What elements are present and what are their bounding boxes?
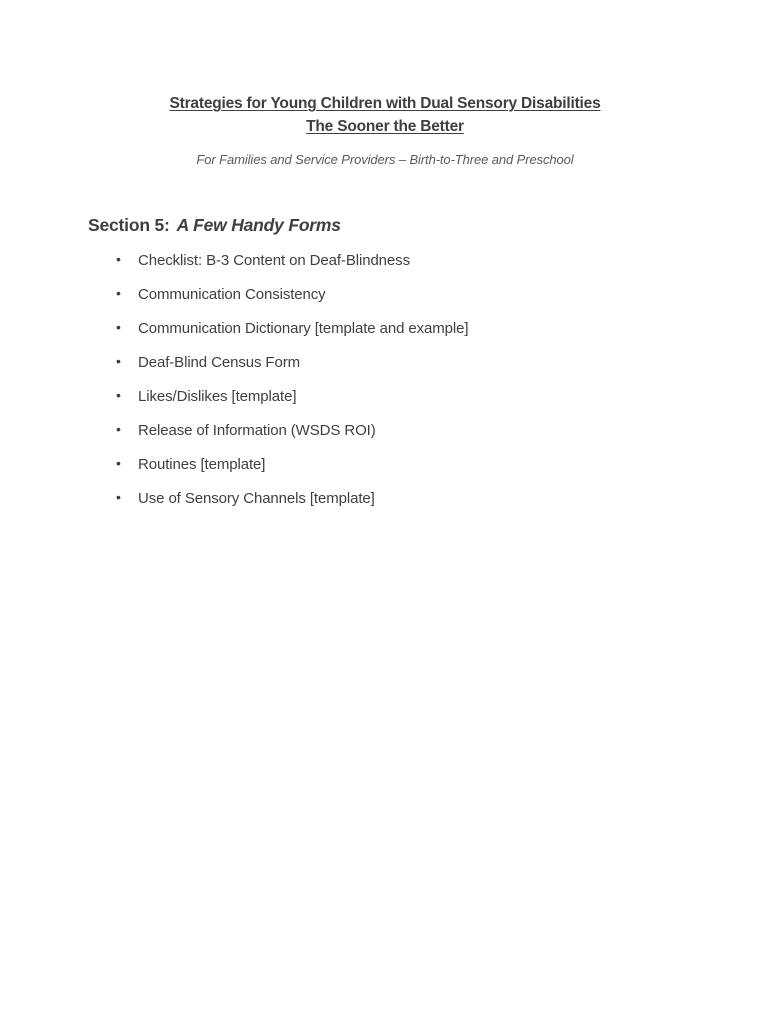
bullet-icon: • [116, 285, 121, 301]
list-item [0, 321, 770, 336]
document-subtitle: For Families and Service Providers – Birth-to-Three and Preschool [196, 152, 574, 167]
list-item [0, 423, 770, 438]
list-item [0, 253, 770, 268]
section-heading [88, 215, 770, 236]
document-header [0, 0, 770, 168]
list-item [0, 287, 770, 302]
section-name: A Few Handy Forms [176, 215, 341, 235]
document-title-line-2: The Sooner the Better [306, 118, 464, 135]
list-item-text: Communication Consistency [138, 286, 326, 303]
list-item-text: Checklist: B-3 Content on Deaf-Blindness [138, 252, 410, 269]
bullet-icon: • [116, 353, 121, 369]
list-item [0, 491, 770, 506]
list-item-text: Release of Information (WSDS ROI) [138, 422, 376, 439]
bullet-icon: • [116, 387, 121, 403]
bullet-icon: • [116, 251, 121, 267]
document-title [0, 92, 770, 138]
bullet-icon: • [116, 489, 121, 505]
section-label: Section 5: [88, 215, 170, 235]
list-item [0, 355, 770, 370]
forms-list [0, 253, 770, 506]
bullet-icon: • [116, 421, 121, 437]
list-item [0, 457, 770, 472]
list-item-text: Communication Dictionary [template and example] [138, 320, 469, 337]
list-item-text: Likes/Dislikes [template] [138, 388, 297, 405]
list-item-text: Use of Sensory Channels [template] [138, 490, 375, 507]
bullet-icon: • [116, 455, 121, 471]
list-item-text: Deaf-Blind Census Form [138, 354, 301, 371]
list-item-text: Routines [template] [138, 456, 266, 473]
document-title-line-1: Strategies for Young Children with Dual Sensory Disabilities [169, 95, 601, 112]
list-item [0, 389, 770, 404]
bullet-icon: • [116, 319, 121, 335]
